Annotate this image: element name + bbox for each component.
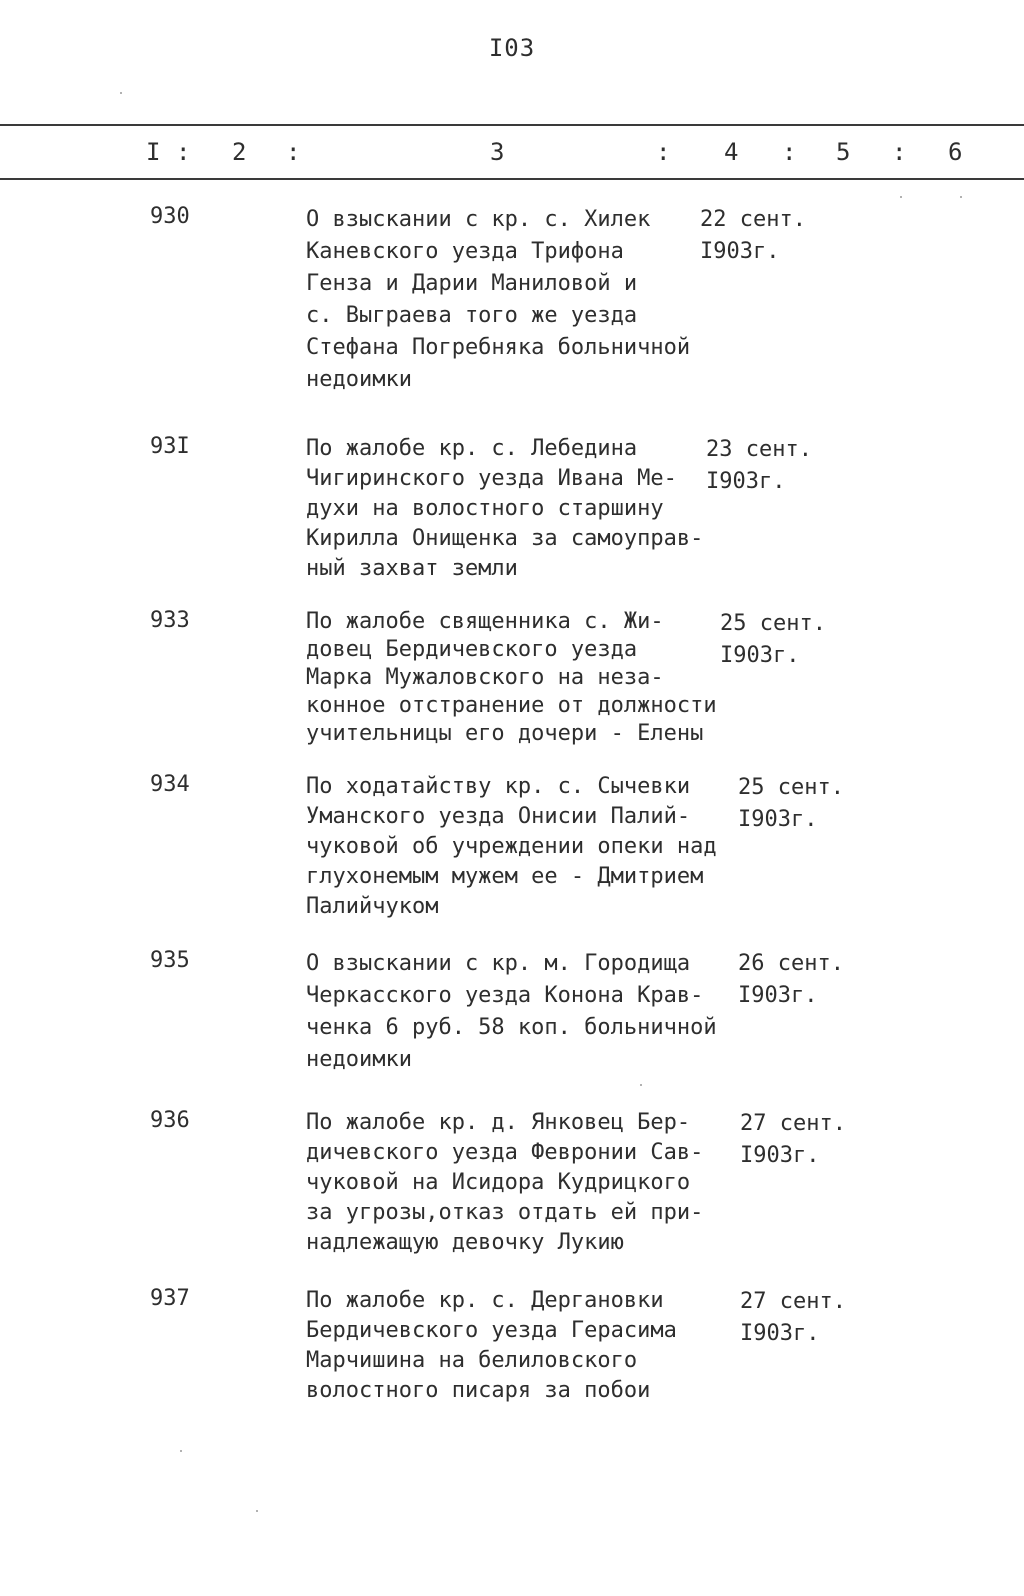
header-rule-bottom: [0, 178, 1024, 180]
entry-description: По жалобе священника с. Жи- довец Бердичевского уезда Марка Мужаловского на неза- конное отстранение от должности учительницы его дочери - Елены: [306, 609, 717, 746]
entry-number: 93I: [150, 434, 190, 459]
entry-date: 25 сент. I903г.: [720, 611, 826, 668]
page-number: I03: [488, 34, 536, 62]
entry-number: 936: [150, 1108, 190, 1133]
entry-number: 930: [150, 204, 190, 229]
entry-number: 934: [150, 772, 190, 797]
entry-number: 933: [150, 608, 190, 633]
header-rule-top: [0, 124, 1024, 126]
scan-speck: [180, 1450, 182, 1452]
column-header-3: 3: [490, 138, 505, 166]
scan-speck: [640, 1084, 642, 1086]
column-header-2: 2: [232, 138, 247, 166]
entry-description: О взыскании с кр. м. Городища Черкасского уезда Конона Крав- ченка 6 руб. 58 коп. больничной недоимки: [306, 951, 717, 1072]
column-separator: :: [286, 138, 301, 166]
column-separator: :: [892, 138, 907, 166]
column-header-6: 6: [948, 138, 963, 166]
scan-speck: [120, 92, 122, 94]
column-separator: :: [656, 138, 671, 166]
entry-description: По жалобе кр. с. Лебедина Чигиринского уезда Ивана Ме- духи на волостного старшину Кирилла Онищенка за самоуправ- ный захват земли: [306, 436, 704, 581]
entry-description: По ходатайству кр. с. Сычевки Уманского уезда Онисии Палий- чуковой об учреждении опеки над глухонемым мужем ее - Дмитрием Палийчуком: [306, 774, 717, 919]
entry-description: О взыскании с кр. с. Хилек Каневского уезда Трифона Генза и Дарии Маниловой и с. Выграева того же уезда Стефана Погребняка больничной недоимки: [306, 207, 691, 392]
entry-description: По жалобе кр. с. Дергановки Бердичевского уезда Герасима Марчишина на белиловского волостного писаря за побои: [306, 1288, 677, 1403]
column-header-5: 5: [836, 138, 851, 166]
entry-description: По жалобе кр. д. Янковец Бер- дичевского уезда Февронии Сав- чуковой на Исидора Кудрицкого за угрозы,отказ отдать ей при- надлежащую девочку Лукию: [306, 1110, 704, 1255]
column-separator: :: [782, 138, 797, 166]
scan-speck: [960, 196, 962, 198]
entry-date: 26 сент. I903г.: [738, 951, 844, 1008]
entry-date: 25 сент. I903г.: [738, 775, 844, 832]
entry-date: 23 сент. I903г.: [706, 437, 812, 494]
entry-date: 27 сент. I903г.: [740, 1111, 846, 1168]
entry-number: 935: [150, 948, 190, 973]
entry-number: 937: [150, 1286, 190, 1311]
column-separator: :: [176, 138, 191, 166]
column-header-4: 4: [724, 138, 739, 166]
entry-date: 27 сент. I903г.: [740, 1289, 846, 1346]
scan-speck: [256, 1510, 258, 1512]
entry-date: 22 сент. I903г.: [700, 207, 806, 264]
column-header-1: I: [146, 138, 161, 166]
scan-speck: [900, 196, 902, 198]
